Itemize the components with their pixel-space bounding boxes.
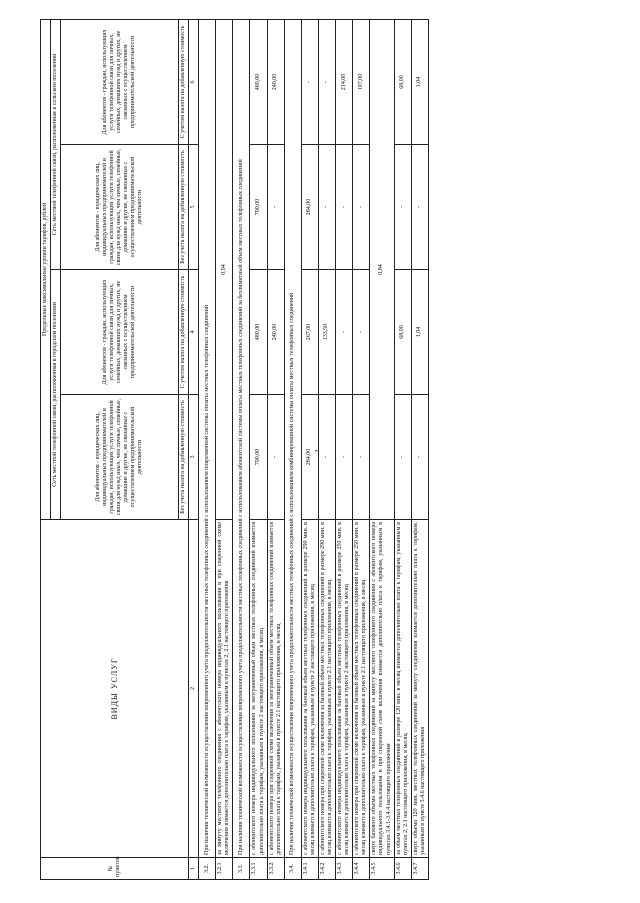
section-title: При наличии технической возможности осуществления повременного учета продолжительности местных телефонных соединений с использованием комбинированной системы оплаты местных телефонных соединений [284,19,301,857]
service-description: с абонентского номера при спаренной схеме включения за неограниченный объем местных телефонных соединений взимается дополнительно плата к тарифам, указанным в пункте 2.1 настоящего приложения, в месяц [267,520,284,858]
table-row [267,19,284,879]
tariff-value: - [336,270,353,395]
header-services: ВИДЫ УСЛУГ [41,520,189,858]
row-num: 3.3. [233,858,250,880]
service-description: с абонентского номера индивидуального пользования за базовый объем местных телефонных соединений в размере 290 мин. в месяц взимается дополнительно плата к тарифам, указанным в пункте 2 настоящего приложения, в месяц [301,520,318,858]
col-num-2: 2 [189,520,199,858]
service-description: за минуту местного телефонного соединения с абонентского номера индивидуального пользования и при спаренной схеме включения взимается дополнительно плата к тарифам, указанным в пунктах 2, 2.1 настоящего приложения [216,520,233,858]
table-row [233,19,250,879]
table-row [199,19,216,879]
tariff-value: - [318,395,335,520]
tariff-value: 1,04 [411,19,428,144]
header-urban-legal: Для абонентов - юридических лиц, индивидуальных предпринимателей и граждан, использующих услуги телефонной связи для нужд иных, чем личные, семейные, домашние и другие, не связанные с осуществлением предпринимательской деятельности [61,395,179,520]
tariff-value: 267,00 [301,270,318,395]
header-rural-legal: Для абонентов - юридических лиц, индивидуальных предпринимателей и граждан, использующих услуги телефонной связи для нужд иных, чем личные, семейные, домашние и другие, не связанные с осуществлением предпринимательской деятельности [61,145,179,270]
tariff-value: 68,00 [394,270,411,395]
tariff-value: - [336,145,353,270]
table-body [199,19,429,879]
table-row [353,19,370,879]
tariff-value: 240,00 [267,270,284,395]
tariff-value: 107,00 [353,19,370,144]
table-row [301,19,318,879]
tariff-value: - [336,395,353,520]
rotated-content [40,20,605,880]
row-num: 3.2.1 [216,858,233,880]
row-num: 3.4.7 [411,858,428,880]
tariff-value: 240,00 [267,19,284,144]
row-num: 3.4. [284,858,301,880]
tariff-value: - [267,395,284,520]
header-num: № пунктов [41,858,189,880]
header-urban: Сеть местной телефонной связи, расположенная в городском поселении [51,270,61,520]
service-description: с абонентского номера индивидуального пользования за неограниченный объем местных телефонных соединений взимается дополнительно плата к тарифам, указанным в пункте 2 настоящего приложения, в месяц [250,520,267,858]
table-row [411,19,428,879]
col-num-3: 3 [189,395,199,520]
table-row [394,19,411,879]
tariff-merged: 0,84 [370,19,394,519]
table-row [216,19,233,879]
page-number: 2 [315,449,321,453]
table-header [41,19,199,879]
tariff-value: 133,50 [318,270,335,395]
header-rural: Сеть местной телефонной связи, расположенная в сельском поселении [51,19,61,269]
tariff-value: - [394,395,411,520]
tariff-merged: 0,94 [216,19,233,519]
row-num: 3.4.6 [394,858,411,880]
table-row [336,19,353,879]
row-num: 3.4.3 [336,858,353,880]
section-title: При наличии технической возможности осуществления повременного учета продолжительности местных телефонных соединений с использованием абонентской системы оплаты местных телефонных соединений за безлимитный объем местных телефонных соединений [233,19,250,857]
table-row [318,19,335,879]
tariff-value: 480,00 [250,19,267,144]
tariff-value: - [318,19,335,144]
header-without-vat-2: Без учета налога на добавленную стоимость [179,145,189,270]
header-with-vat-2: С учетом налога на добавленную стоимость [179,19,189,144]
row-num: 3.3.2 [267,858,284,880]
col-num-4: 4 [189,270,199,395]
tariff-value: - [353,145,370,270]
tariff-value: - [411,145,428,270]
tariff-value: - [353,395,370,520]
header-with-vat-1: С учетом налога на добавленную стоимость [179,270,189,395]
row-num: 3.3.1 [250,858,267,880]
tariff-value: 284,00 [301,145,318,270]
tariff-value: - [394,145,411,270]
service-description: сверх объема 120 мин. местных телефонных соединений за минуту соединения взимается дополнительно плата к тарифам, указанным в пункте 3.4.6 настоящего приложения [411,520,428,858]
header-limits: Предельные максимальные уровни тарифов, рублей [41,19,51,519]
row-num: 3.2. [199,858,216,880]
header-rural-citizen: Для абонентов - граждан, использующих услуги телефонной связи для личных, семейных, домашних нужд и других, не связанных с осуществлением предпринимательской деятельности [61,19,179,144]
service-description: с абонентского номера при спаренной схеме включения за базовый объем местных телефонных соединений в размере 250 мин. в месяц взимается дополнительно плата к тарифам, указанным в пункте 2.1 настоящего приложения, в месяц [353,520,370,858]
tariff-value: 480,00 [250,270,267,395]
row-num: 3.4.1 [301,858,318,880]
row-num: 3.4.5 [370,858,394,880]
header-without-vat-1: Без учета налога на добавленную стоимость [179,395,189,520]
col-num-1: 1 [189,858,199,880]
tariff-value: 68,00 [394,19,411,144]
service-description: за объем местных телефонных соединений в размере 120 мин. в месяц взимается дополнительно плата к тарифам, указанным в пунктах 2, 2.1 настоящего приложения, в месяц [394,520,411,858]
tariff-value: - [318,145,335,270]
table-row [250,19,267,879]
table-row [370,19,394,879]
row-num: 3.4.4 [353,858,370,880]
col-num-5: 5 [189,145,199,270]
col-num-6: 6 [189,19,199,144]
service-description: с абонентского номера при спаренной схеме включения за базовый объем местных телефонных соединений в размере 290 мин. в месяц взимается дополнительно плата к тарифам, указанным в пункте 2.1 настоящего приложения, в месяц [318,520,335,858]
section-title: При наличии технической возможности осуществления повременного учета продолжительности местных телефонных соединений с использованием повременной системы оплаты местных телефонных соединений [199,19,216,857]
tariff-value: - [267,145,284,270]
tariff-value: - [353,270,370,395]
tariff-value: 1,04 [411,270,428,395]
tariff-value: 790,00 [250,395,267,520]
rotated-page [40,20,605,880]
row-num: 3.4.2 [318,858,335,880]
tariff-value: 284,00 [301,395,318,520]
tariff-value: 214,00 [336,19,353,144]
service-description: с абонентского номера индивидуального пользования за базовый объем местных телефонных соединений в размере 250 мин. в месяц взимается дополнительно плата к тарифам, указанным в пункте 2 настоящего приложения, в месяц [336,520,353,858]
table-row [284,19,301,879]
tariff-value: - [411,395,428,520]
tariff-value: - [301,19,318,144]
service-description: сверх базового объема местных телефонных соединений за минуту местного телефонного соединения с абонентского номера индивидуального пользования и при спаренной схеме включения взимается дополнительно плата к тарифам, указанным в пунктах 3.4.1-3.4.4 настоящего приложения [370,520,394,858]
tariff-value: 790,00 [250,145,267,270]
tariff-table [40,19,429,880]
header-urban-citizen: Для абонентов - граждан, использующих услуги телефонной связи для личных, семейных, домашних нужд и других, не связанных с осуществлением предпринимательской деятельности [61,270,179,395]
